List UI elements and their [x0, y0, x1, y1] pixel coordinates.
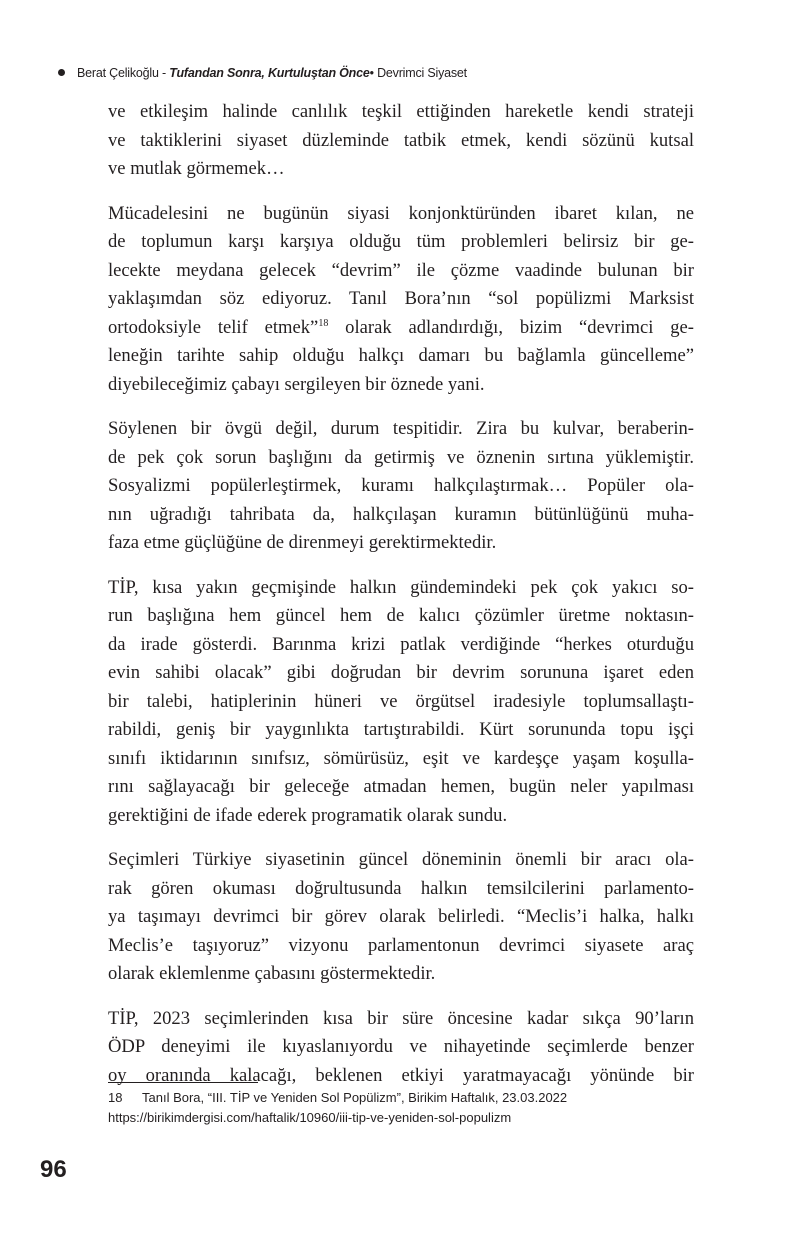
- text-line: nın uğradığı tahribata da, halkçılaşan kuramın bütünlüğünü muha-: [108, 503, 694, 525]
- text-line: yaklaşımdan söz ediyoruz. Tanıl Bora’nın “sol popülizmi Marksist: [108, 288, 694, 309]
- text-line: ÖDP deneyimi ile kıyaslanıyordu ve nihayetinde seçimlerde benzer: [108, 1036, 694, 1057]
- text-line: ya taşımayı devrimci bir görev olarak belirledi. “Meclis’i halka, halkı: [108, 906, 694, 927]
- text-segment: olarak adlandırdığı, bizim “devrimci ge-: [328, 316, 694, 338]
- text-segment: ortodoksiyle telif etmek”: [108, 316, 319, 338]
- text-line: TİP, kısa yakın geçmişinde halkın gündemindeki pek çok yakıcı so-: [108, 576, 694, 598]
- text-line: gerektiğini de ifade ederek programatik olarak sundu.: [108, 804, 508, 826]
- text-line: bir talebi, hatiplerinin hüneri ve örgütsel iradesiyle toplumsallaştı-: [108, 690, 694, 712]
- header-separator: •: [369, 66, 374, 80]
- text-line: Meclis’e taşıyoruz” vizyonu parlamentonun devrimci siyasete araç: [108, 934, 694, 956]
- paragraph-6: [108, 1005, 694, 1091]
- body-text: [108, 98, 694, 1106]
- text-line: de toplumun karşı karşıya olduğu tüm problemleri belirsiz bir ge-: [108, 231, 694, 252]
- text-line: Mücadelesini ne bugünün siyasi konjonktüründen ibaret kılan, ne: [108, 202, 694, 224]
- paragraph-3: [108, 415, 694, 558]
- footnote-reference: 18: [318, 317, 329, 329]
- header-author: Berat Çelikoğlu -: [77, 66, 170, 80]
- text-line: de pek çok sorun başlığını da getirmiş ve öznenin sırtına yüklemiştir.: [108, 446, 694, 468]
- text-line: ve taktiklerini siyaset düzleminde tatbik etmek, kendi sözünü kutsal: [108, 129, 694, 151]
- footnote-citation: [108, 1088, 694, 1108]
- text-line: oy oranında kalacağı, beklenen etkiyi yaratmayacağı yönünde bir: [108, 1064, 694, 1086]
- text-line: rını sağlayacağı bir geleceğe atmadan hemen, bugün neler yapılması: [108, 776, 694, 797]
- text-line: Sosyalizmi popülerleştirmek, kuramı halkçılaştırmak… Popüler ola-: [108, 475, 694, 496]
- footnote: [108, 1088, 694, 1128]
- text-line: ve etkileşim halinde canlılık teşkil ettiğinden hareketle kendi strateji: [108, 101, 694, 122]
- paragraph-2: [108, 200, 694, 400]
- text-line: Seçimleri Türkiye siyasetinin güncel döneminin önemli bir aracı ola-: [108, 849, 694, 870]
- text-line: rabildi, geniş bir yaygınlıkta tartıştırabildi. Kürt sorununda topu işçi: [108, 719, 694, 740]
- footnote-divider: [108, 1082, 258, 1083]
- footnote-text: Tanıl Bora, “III. TİP ve Yeniden Sol Popülizm”, Birikim Haftalık, 23.03.2022: [142, 1090, 568, 1105]
- text-line: sınıfı iktidarının sınıfsız, sömürüsüz, eşit ve kardeşçe yaşam koşulla-: [108, 747, 694, 769]
- footnote-url[interactable]: https://birikimdergisi.com/haftalik/10960/iii-tip-ve-yeniden-sol-populizm: [108, 1110, 512, 1125]
- text-line: faza etme güçlüğüne de direnmeyi gerektirmektedir.: [108, 532, 497, 553]
- text-line: TİP, 2023 seçimlerinden kısa bir süre öncesine kadar sıkça 90’ların: [108, 1007, 694, 1029]
- text-line: Söylenen bir övgü değil, durum tespitidir. Zira bu kulvar, beraberin-: [108, 418, 694, 439]
- bullet-icon: [58, 69, 65, 76]
- text-line: leneğin tarihte sahip olduğu halkçı damarı bu bağlamla güncelleme”: [108, 345, 694, 366]
- paragraph-5: [108, 846, 694, 989]
- header-book-title: Tufandan Sonra, Kurtuluştan Önce: [169, 66, 370, 80]
- text-line: lecekte meydana gelecek “devrim” ile çözme vaadinde bulunan bir: [108, 259, 694, 281]
- text-line: evin sahibi olacak” gibi doğrudan bir devrim sorununa işaret eden: [108, 662, 694, 683]
- text-line: da irade gösterdi. Barınma krizi patlak verdiğinde “herkes oturduğu: [108, 633, 694, 655]
- text-line: ve mutlak görmemek…: [108, 158, 285, 179]
- text-line: diyebileceğimiz çabayı sergileyen bir öznede yani.: [108, 373, 485, 395]
- text-line: run başlığına hem güncel hem de kalıcı çözümler üretme noktasın-: [108, 605, 694, 626]
- paragraph-1: [108, 98, 694, 184]
- text-line: olarak eklemlenme çabasını göstermektedir.: [108, 963, 436, 984]
- page-number: 96: [40, 1156, 67, 1183]
- text-line-with-footnote: [108, 314, 694, 343]
- running-header: [58, 66, 467, 80]
- text-line: rak gören okuması doğrultusunda halkın temsilcilerini parlamento-: [108, 877, 694, 899]
- footnote-number: 18: [108, 1090, 123, 1105]
- paragraph-4: [108, 574, 694, 831]
- header-chapter: Devrimci Siyaset: [373, 66, 467, 80]
